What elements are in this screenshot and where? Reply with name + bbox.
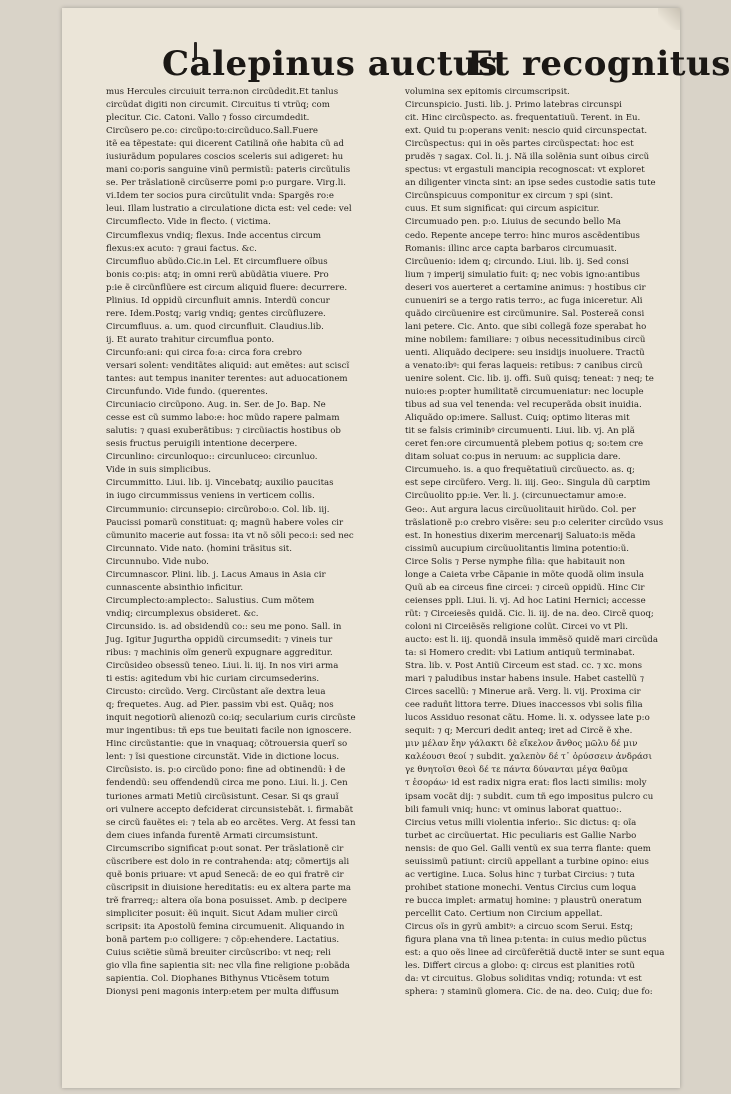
left-column-line: Jug. Igitur Jugurtha oppidũ circumsedit: ⁊ vineis tur [106, 634, 333, 645]
left-column-line: mur ingentibus: tñ eps tue beuitati facile non ignoscere. [106, 726, 352, 737]
left-column-line: plecitur. Cic. Catoni. Vallo ⁊ fosso circumdedit. [106, 113, 310, 124]
right-column-line: coloni ni Circeiẽsẽs religione colũt. Circei vo vt Pli. [405, 621, 629, 632]
right-column-line: ext. Quid tu p:operans venit: nescio quid circunspectat. [405, 126, 648, 137]
page-corner-shadow [658, 8, 680, 30]
left-column-line: se circũ fauẽtes ei: ⁊ tela ab eo arcẽtes. Verg. At fessi tan [106, 817, 356, 828]
right-column-line: mari ⁊ paludibus instar habens insule. Habet castellũ ⁊ [405, 674, 645, 685]
right-column-line: est sepe circũfero. Verg. li. iiij. Geo:. Singula dũ carptim [405, 478, 651, 489]
right-column-line: cit. Hinc circũspecto. as. frequentatiuũ. Terent. in Eu. [405, 113, 641, 124]
left-column-line: inquit negotiorũ alienozũ co:iq; secularium curis circũste [106, 713, 356, 724]
right-column-line: nensis: de quo Gel. Galli ventũ ex sua terra flante: quem [405, 843, 651, 854]
left-column-line: versari solent: venditãtes aliquid: aut emẽtes: aut sciscĩ [106, 360, 350, 371]
right-column-line: γε θνητοῖσι θεοὶ δέ τε πάντα δύνανται μέγα θαῦμα [405, 765, 628, 776]
left-column-line: Circummitto. Liui. lib. ij. Vincebatq; auxilio paucitas [106, 478, 334, 489]
left-column-line: iusiurãdum populares coscios sceleris sui adigeret: hu [106, 152, 344, 163]
left-column-line: ti estis: agitedum vbi hic curiam circumsederins. [106, 674, 320, 685]
right-column-line: ceret fen:ore circumuentã plebem potius q; so:tem cre [405, 439, 644, 450]
left-column-line: ribus: ⁊ machinis oĩm generũ expugnare aggreditur. [106, 648, 333, 659]
left-column-line: Plinius. Id oppidũ circunfluit amnis. Interdũ concur [106, 295, 330, 306]
book-page [62, 8, 731, 1088]
right-column-line: spectus: vt ergastuli mancipia recognoscat: vt exploret [405, 165, 645, 176]
right-text-column [405, 86, 667, 999]
right-column-line: Circumuado pen. p:o. Liuius de secundo bello Ma [405, 217, 621, 228]
left-column-line: mani co:poris sanguine vinũ permistũ: pateris circũtulis [106, 165, 351, 176]
right-column-line: Circunspicio. Justi. lib. j. Primo latebras circunspi [405, 100, 622, 111]
right-column-line: prohibet statione monechi. Ventus Circius cum loqua [405, 882, 637, 893]
left-column-line: q; frequetes. Aug. ad Pier. passim vbi est. Quãq; nos [106, 700, 334, 711]
left-column-line: Circumscribo significat p:out sonat. Per trãslationẽ cir [106, 843, 344, 854]
right-column-line: Geo:. Aut argura lacus circũuolitauit hirũdo. Col. per [405, 504, 636, 515]
left-column-line: Circunnubo. Vide nubo. [106, 556, 209, 567]
right-column-line: les. Differt circus a globo: q: circus est planities rotũ [405, 961, 635, 972]
left-column-line: Dionysi peni magonis interp:etem per multa diffusum [106, 987, 340, 998]
right-column-line: uenire solent. Cic. lib. ij. offi. Suũ quisq; teneat: ⁊ neq; te [405, 374, 654, 385]
left-column-line: Circunfo:ani: qui circa fo:a: circa fora crebro [106, 347, 302, 358]
right-column-line: ditam soluat co:pus in neruum: ac supplicia dare. [405, 452, 621, 463]
left-column-line: Circũsideo obsessũ teneo. Liui. li. iij. In nos viri arma [106, 661, 339, 672]
left-column-line: Circumflexus vndiq; flexus. Inde accentus circum [106, 230, 322, 241]
left-column-line: Circunnato. Vide nato. (homini trãsitus sit. [106, 543, 292, 554]
right-column-line: lani petere. Cic. Anto. que sibi collegã foze sperabat ho [405, 321, 647, 332]
right-column-line: Circũnspicuus componitur ex circum ⁊ spi (sint. [405, 191, 614, 202]
right-column-line: ipsam vocãt dij: ⁊ subdit. cum tñ ego impositus pulcro cu [405, 791, 654, 802]
left-column-line: Cuius sciẽtie sũmã breuiter circũscribo: vt neq; reli [106, 948, 331, 959]
left-column-line: in iugo circummissus veniens in verticem collis. [106, 491, 315, 502]
left-column-line: scripsit: ita Apostolũ femina circumuenit. Aliquando in [106, 922, 345, 932]
right-column-line: cedo. Repente ancepe terro: hinc muros ascẽdentibus [405, 230, 640, 241]
left-column-line: Circunfundo. Vide fundo. (querentes. [106, 387, 268, 398]
right-column-line: tibus ad sua vel tenenda: vel recuperãda obsit inuidia. [405, 400, 642, 411]
left-column-line: Circuniacio circũpono. Aug. in. Ser. de Jo. Bap. Ne [106, 400, 326, 411]
left-column-line: circũdat digiti non circumit. Circuitus ti vtrũq; com [106, 100, 330, 111]
right-column-line: an diligenter vincta sint: an ipse sedes custodie satis tute [405, 178, 656, 189]
right-column-line: Stra. lib. v. Post Antiũ Circeum est stad. cc. ⁊ xc. mons [405, 661, 643, 672]
left-column-line: quẽ bonis priuare: vt apud Senecã: de eo qui fratrẽ cir [106, 869, 344, 880]
right-column-line: Circus oĩs in gyrũ ambitꝰ: a circuo scom Serui. Estq; [405, 922, 634, 932]
left-column-line: Circumfluo abũdo.Cic.in Lel. Et circumfluere oĩbus [106, 256, 328, 267]
right-column-line: ac vertigine. Luca. Solus hinc ⁊ turbat Circius: ⁊ tuta [405, 869, 635, 880]
right-column-line: figura plana vna tñ linea p:tenta: in cuius medio pũctus [405, 935, 647, 946]
right-column-line: aucto: est li. iij. quondã insula immẽsõ quidẽ mari circũda [405, 634, 658, 645]
right-column-line: deseri vos auerteret a certamine animus: ⁊ hostibus cir [405, 282, 646, 293]
right-column-line: mine nobilem: familiare: ⁊ oibus necessitudinibus circũ [405, 334, 646, 345]
left-column-line: cunnascente absinthio inficitur. [106, 582, 244, 593]
right-column-line: turbet ac circũuertat. Hic peculiaris est Gallie Narbo [405, 830, 637, 841]
left-column-line: sapientia. Col. Diophanes Bithynus Vticẽsem totum [106, 974, 330, 985]
right-column-line: trãslationẽ p:o crebro visẽre: seu p:o celeriter circũdo vsus [405, 517, 664, 528]
left-column-line: leui. Illam lustratio a circulatione dicta est: vel cede: vel [106, 204, 352, 215]
left-column-line: sesis fructus peruigili intentione decerpere. [106, 439, 298, 450]
right-column-line: Circumueho. is. a quo frequẽtatiuũ circũuecto. as. q; [405, 465, 635, 476]
right-column-line: cee raduñt littora terre. Diues inaccessos vbi solis filia [405, 700, 643, 711]
left-column-line: cũmunito macerie aut fossa: ita vt nõ sõli peco:i: sed nec [106, 530, 354, 541]
right-column-line: lucos Assiduo resonat cãtu. Home. li. x. odyssee late p:o [405, 713, 650, 724]
right-column-line: Circius vetus milli violentia inferio:. Sic dictus: q: oĩa [405, 817, 637, 828]
right-column-line: percellit Cato. Certium non Circium appellat. [405, 908, 603, 919]
right-column-line: Quũ ab ea circeus fine circei: ⁊ circeũ oppidũ. Hinc Cir [405, 582, 645, 593]
right-column-line: καλέουσι θεοί ⁊ subdit. χαλεπὸν δέ τ᾽ ὀρύσσειν ἀνδράσι [405, 752, 653, 763]
right-column-line: longe a Caieta vrbe Cãpanie in mõte quodã olim insula [405, 569, 645, 580]
left-column-line: p:ie ẽ circũnflũere est circum aliquid fluere: decurrere. [106, 282, 348, 293]
left-column-line: cũscripsit in diuisione hereditatis: eu ex altera parte ma [106, 882, 352, 893]
left-column-line: Circumnascor. Plini. lib. j. Lacus Amaus in Asia cir [106, 569, 326, 580]
right-column-line: est. In honestius dixerim mercenarij Saluato:is mẽda [405, 530, 636, 541]
left-column-line: itẽ ea tẽpestate: qui dicerent Catilinã oñe habita cũ ad [106, 139, 345, 150]
left-column-line: ij. Et aurato trahitur circumflua ponto. [106, 334, 275, 345]
right-column-line: Circũspectus: qui in oẽs partes circũspectat: hoc est [405, 139, 634, 150]
right-column-line: sphera: ⁊ staminũ glomera. Cic. de na. deo. Cuiq; due fo: [405, 987, 653, 998]
right-column-line: Circe Solis ⁊ Perse nymphe filia: que habitauit non [405, 556, 626, 567]
left-column-line: Circũsero pe.co: circũpo:to:circũduco.Sall.Fuere [106, 126, 318, 137]
left-column-line: Circumplecto:amplecto:. Salustius. Cum mõtem [106, 595, 315, 606]
right-column-line: quãdo circũuenire est circũmunire. Sal. Postereã consi [405, 308, 645, 319]
left-column-line: flexus:ex acuto: ⁊ graui factus. &c. [106, 243, 257, 254]
left-column-line: bonã partem p:o colligere: ⁊ cõp:ehendere. Lactatius. [106, 935, 340, 946]
right-column-line: Circũuolito pp:ie. Ver. li. j. (circunuectamur amo:e. [405, 491, 627, 502]
left-column-line: Circunlino: circunloquo:: circunluceo: circunluo. [106, 452, 318, 463]
right-column-line: tit se falsis criminibꝰ circumuenti. Liui. lib. vj. An plã [405, 426, 635, 437]
left-column-line: trẽ frarreq;: altera oĩa bona posuisset. Amb. p decipere [106, 895, 348, 906]
left-column-line: vndiq; circumplexus obsideret. &c. [106, 608, 259, 619]
right-column-line: da: vt circuitus. Globus soliditas vndiq; rotunda: vt est [405, 974, 642, 985]
right-column-line: τ ἐσοράω· id est radix nigra erat: flos lacti similis: moly [405, 778, 647, 789]
left-column-line: mus Hercules circuiuit terra:non circũdedit.Et tanlus [106, 87, 339, 97]
left-column-line: Circumflecto. Vide in flecto. ( victima. [106, 217, 271, 228]
right-column-line: Romanis: illinc arce capta barbaros circumuasit. [405, 243, 617, 254]
right-column-line: volumina sex epitomis circumscripsit. [405, 87, 570, 97]
left-column-line: vi.Idem ter socios pura circũtulit vnda: Spargẽs ro:e [106, 191, 334, 202]
left-column-line: turiones armati Metiũ circũsistunt. Cesar. Si qs grauĩ [106, 791, 339, 802]
right-column-line: sequit: ⁊ q; Mercuri dedit anteq; iret ad Circẽ ẽ xhe. [405, 726, 633, 737]
right-column-line: μιν μέλαν ἔην γάλακτι δὲ εἴκελον ἄνθος μῶλυ δέ μιν [405, 739, 638, 750]
right-column-line: cissimũ aucupium circũuolitantis limina potentio:ũ. [405, 543, 629, 554]
left-column-line: salutis: ⁊ quasi exuberãtibus: ⁊ circũiactis hostibus ob [106, 426, 341, 437]
header-title-right: Et recognitus [467, 44, 731, 84]
left-column-line: Circusto: circũdo. Verg. Circũstant aĩe dextra leua [106, 687, 326, 698]
left-column-line: bonis co:pis: atq; in omni rerũ abũdãtia viuere. Pro [106, 269, 329, 280]
left-column-line: Vide in suis simplicibus. [106, 465, 212, 476]
right-column-line: est: a quo oẽs linee ad circũferẽtiã ductẽ inter se sunt equa [405, 948, 665, 959]
right-column-line: cuus. Et sum significat: qui circum aspicitur. [405, 204, 600, 215]
left-column-line: cũscribere est dolo in re contrahenda: atq; cõmertijs ali [106, 856, 350, 867]
right-column-line: seuissimũ patiunt: circiũ appellant a turbine opino: eius [405, 856, 649, 867]
left-column-line: fendendũ: seu offendendũ circa me pono. Liui. li. j. Cen [106, 778, 348, 789]
left-column-line: Circũsisto. is. p:o circũdo pono: fine ad obtinendũ: ɫ de [106, 765, 346, 776]
right-column-line: nuio:es p:opter humilitatẽ circumueniatur: nec locuple [405, 387, 644, 398]
left-column-line: Circumfluus. a. um. quod circunfluit. Claudius.lib. [106, 321, 324, 332]
right-column-line: re bucca implet: armatuj homine: ⁊ plaustrũ oneratum [405, 895, 642, 906]
left-column-line: Paucissi pomarũ constituat: q; magnũ habere voles cir [106, 517, 344, 528]
right-column-line: uenti. Aliquãdo decipere: seu insidijs inuoluere. Tractũ [405, 347, 645, 358]
left-column-line: dem ciues infanda furentẽ Armati circumsistunt. [106, 830, 318, 841]
left-column-line: gio vlla fine sapientia sit: nec vlla fine religione p:obãda [106, 961, 350, 972]
right-column-line: ta: si Homero credit: vbi Latium antiquũ terminabat. [405, 648, 635, 659]
left-text-column [106, 86, 368, 999]
right-column-line: ceienses ppli. Liui. li. vj. Ad hoc Latini Hernici; accesse [405, 595, 646, 606]
right-column-line: bili famuli vniq; hunc: vt ominus laborat quattuo:. [405, 804, 622, 815]
right-column-line: Aliquãdo op:imere. Sallust. Cuiq; optimo literas mit [405, 413, 630, 424]
left-column-line: Circunsido. is. ad obsidendũ co:: seu me pono. Sall. in [106, 621, 342, 632]
left-column-line: se. Per trãslationẽ circũserre pomi p:o purgare. Virg.li. [106, 178, 346, 189]
right-column-line: Circũuenio: idem q; circundo. Liui. lib. ij. Sed consi [405, 256, 629, 267]
right-column-line: a venato:ibꝰ: qui feras laqueis: retibus: ⁊ canibus circũ [405, 360, 643, 371]
right-column-line: cunueniri se a tergo ratis terro:, ac fuga iniceretur. Ali [405, 295, 643, 306]
header-title-left: Calepinus auctus [162, 44, 498, 84]
left-column-line: tantes: aut tempus inaniter terentes: aut aduocationem [106, 374, 348, 385]
left-column-line: Hinc circũstantie: que in vnaquaq; cõtrouersia querĩ so [106, 739, 348, 750]
left-column-line: rere. Idem.Postq; varig vndiq; gentes circũfluzere. [106, 308, 326, 319]
left-column-line: Circummunio: circunsepio: circũrobo:o. Col. lib. iij. [106, 504, 330, 515]
right-column-line: lium ⁊ imperij simulatio fuit: q; nec vobis igno:antibus [405, 269, 640, 280]
right-column-line: Circes sacellũ: ⁊ Minerue arã. Verg. li. vij. Proxima cir [405, 687, 641, 698]
left-column-line: simpliciter posuit: ẽũ inquit. Sicut Adam mulier circũ [106, 908, 339, 919]
right-column-line: prudẽs ⁊ sagax. Col. li. j. Nã illa solẽnia sunt oibus circũ [405, 152, 650, 163]
left-column-line: ori vulnere accepto defciderat circunsistebãt. i. firmabãt [106, 804, 354, 815]
left-column-line: lent: ⁊ ĩsi questione circunstãt. Vide in dictione locus. [106, 752, 340, 763]
left-column-line: cesse est cũ summo labo:e: hoc mũdo rapere palmam [106, 413, 340, 424]
right-column-line: rũt: ⁊ Circeiesẽs quidã. Cic. li. iij. de na. deo. Circẽ quoq; [405, 608, 654, 619]
